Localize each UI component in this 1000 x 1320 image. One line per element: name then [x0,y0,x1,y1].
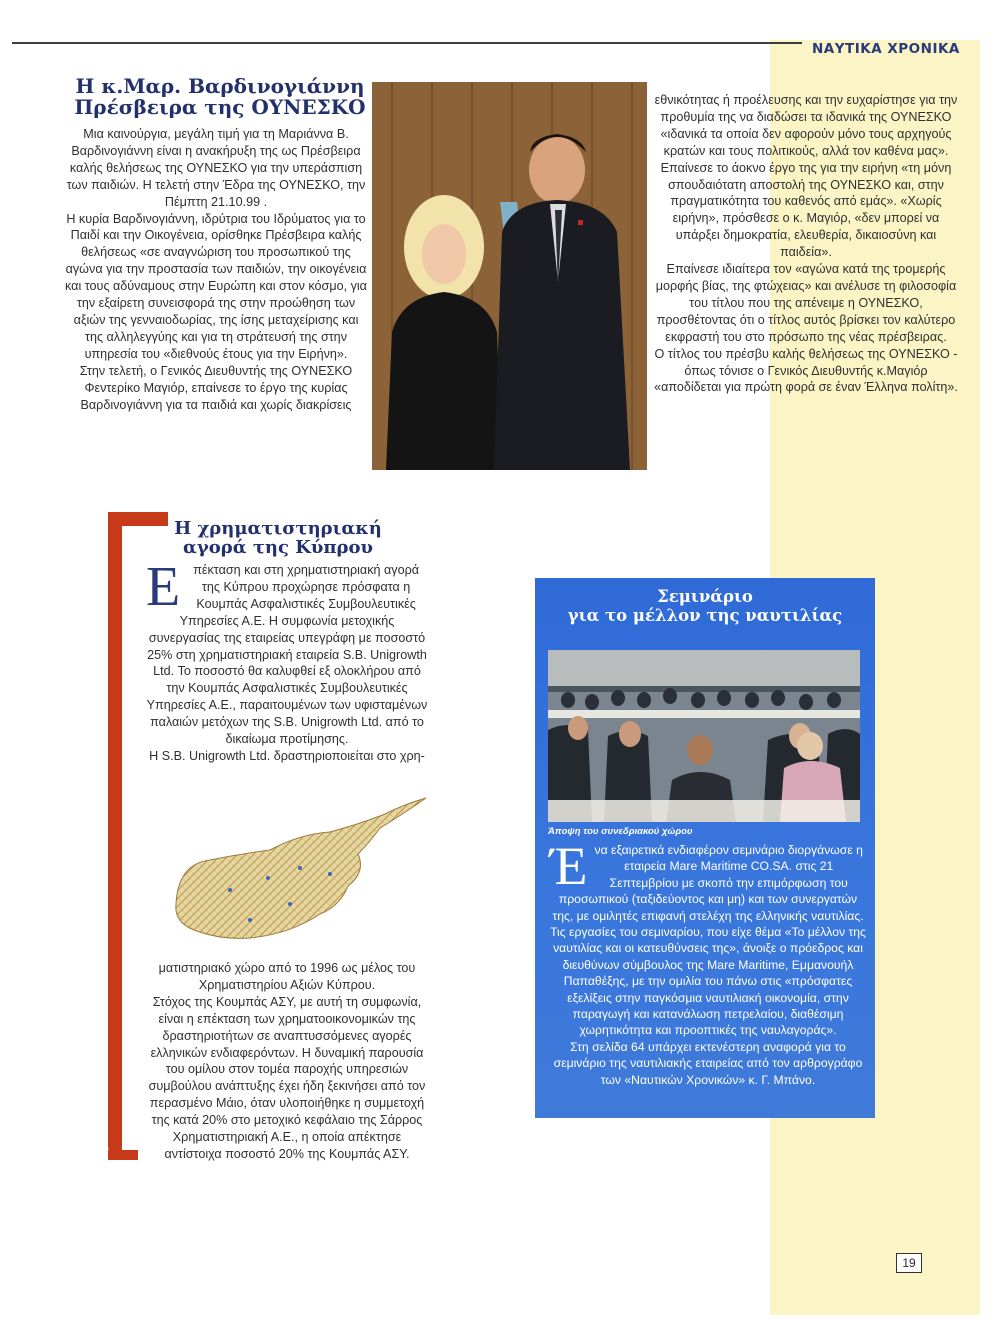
cyprus-map-illustration [170,794,432,946]
article2-paragraph: Στόχος της Κουμπάς ΑΣΥ, με αυτή τη συμφωνία, είναι η επέκταση των χρηματοοικονομικών της δραστηριοτήτων σε αναπτυσσόμενες αγορές ελληνικών ενδιαφερόντων. Η δυναμική παρουσία του ομίλου στον τομέα παροχής υπηρεσιών συμβούλου ανάπτυξης έχει ήδη ξεκινήσει από τον περασμένο Μάιο, όταν υλοποιήθηκε η συμμετοχή της κατά 20% στο μετοχικό κεφάλαιο της Σάρρος Χρηματιστηριακή Α.Ε., η οποία απέκτησε αντίστοιχα ποσοστό 20% της Κουμπάς ΑΣΥ. [148,994,426,1161]
article1-column1 [64,126,368,413]
article3-paragraph: Τις εργασίες του σεμιναρίου, που είχε θέμα «Το μέλλον της ναυτιλίας και οι κατευθύνσεις της», άνοιξε ο πρόεδρος και διευθύνων σύμβουλος της Mare Maritime, Εμμανουήλ Παπαθέξης, με την ομιλία του πάνω στις «πρόσφατες εξελίξεις στην παγκόσμια ναυτιλιακή οικονομία, στην παραγωγή και κατανάλωση πετρελαίου, διαθέσιμη χωρητικότητα και προοπτικές της ναυλαγοράς». [550,925,866,1038]
page-number: 19 [896,1253,922,1273]
seminar-photo-illustration [548,650,860,822]
article2-paragraph: Η S.B. Unigrowth Ltd. δραστηριοποιείται στο χρη- [149,748,425,763]
cyprus-map [170,794,432,946]
article1-paragraph: Η κυρία Βαρδινογιάννη, ιδρύτρια του Ιδρύματος για το Παιδί και την Οικογένεια, ορίσθηκε Πρέσβειρα καλής θελήσεως «σε αναγνώριση του προσωπικού της αγώνα για την προστασία των παιδιών, την οικογένεια και τους αδύναμους στην Ευρώπη και στον κόσμο, για την εξαίρετη συνεισφορά της στην προώθηση των αξιών της γενναιοδωρίας, της ίσης μεταχείρισης και της αλληλεγγύης και για τη στράτευσή της στην υπηρεσία του «διεθνούς έτους για την Ειρήνη». [65,211,367,361]
article2-column [146,556,428,765]
seminar-photo-caption: Άποψη του συνεδριακού χώρου [548,826,693,837]
article1-title-line1: Η κ.Μαρ. Βαρδινογιάννη [75,74,365,98]
article2-column-continued [146,960,428,1163]
article1-title [70,76,370,118]
article1-paragraph: Στην τελετή, ο Γενικός Διευθυντής της ΟΥΝΕΣΚΟ Φεντερίκο Μαγιόρ, επαίνεσε το έργο της κυρίας Βαρδινογιάννη για τα παιδιά και χωρίς διακρίσεις [79,363,353,412]
article1-column3 [650,92,962,396]
article1-paragraph: εθνικότητας ή προέλευσης και την ευχαρίστησε για την προθυμία της να διαδώσει τα ιδανικά της ΟΥΝΕΣΚΟ «ιδανικά τα οποία δεν αφορούν μόνο τους αρχηγούς κρατών και τους πολιτικούς, αλλά τον καθένα μας». Επαίνεσε το άοκνο έργο της για την ειρήνη «τη μόνη σπουδαιότατη αποστολή της ΟΥΝΕΣΚΟ και, στην πραγματικότητα του καθενός από εμάς». «Χωρίς ειρήνη», πρόσθεσε ο κ. Μαγιόρ, «δεν μπορεί να υπάρξει δημοκρατία, ελευθερία, δικαιοσύνη και παιδεία». [654,93,958,260]
article3-paragraph: να εξαιρετικά ενδιαφέρον σεμινάριο διοργάνωσε η εταιρεία Mare Maritime CO.SA. στις 21 Σεπτεμβρίου με σκοπό την επιμόρφωση του προσωπικού (ταξιδεύοντος και μη) και των συνεργατών της, με ομιλητές επιφανή στελέχη της ελληνικής ναυτιλίας. [552,843,864,923]
article2-title [128,520,428,558]
ceremony-photo [372,82,647,470]
article3-title-line2: για το μέλλον της ναυτιλίας [567,605,843,625]
seminar-photo [548,650,860,822]
article2-paragraph: πέκταση και στη χρηματιστηριακή αγορά της Κύπρου προχώρησε πρόσφατα η Κουμπάς Ασφαλιστικές Συμβουλευτικές Υπηρεσίες Α.Ε. Η συμφωνία μετοχικής συνεργασίας της εταιρείας υπεγράφη με ποσοστό 25% στη χρηματιστηριακή εταιρεία S.B. Unigrowth Ltd. Το ποσοστό θα καλυφθεί εξ ολοκλήρου από την Κουμπάς Ασφαλιστικές Συμβουλευτικές Υπηρεσίες Α.Ε., παραιτουμένων των υφισταμένων παλαιών μετόχων της S.B. Unigrowth Ltd. από το δικαίωμα προτίμησης. [146,563,428,747]
magazine-title: ΝΑΥΤΙΚΑ ΧΡΟΝΙΚΑ [812,41,960,57]
article2-title-line1: Η χρηματιστηριακή [174,518,382,539]
ceremony-photo-illustration [372,82,647,470]
red-frame-bottom [108,1150,138,1160]
article2-dropcap: Ε [146,556,181,618]
red-frame-left [108,512,122,1160]
article3-text [550,836,866,1088]
article1-title-line2: Πρέσβειρα της ΟΥΝΕΣΚΟ [74,95,366,119]
article3-title-line1: Σεμινάριο [657,587,753,606]
article3-paragraph: Στη σελίδα 64 υπάρχει εκτενέστερη αναφορά για το σεμινάριο της ναυτιλιακής εταιρείας από τον αρθρογράφο των «Ναυτικών Χρονικών» κ. Γ. Μπάνο. [553,1039,863,1087]
article1-paragraph: Ο τίτλος του πρέσβυ καλής θελήσεως της ΟΥΝΕΣΚΟ - όπως τόνισε ο Γενικός Διευθυντής κ.Μαγιόρ «αποδίδεται για πρώτη φορά σε έναν Έλληνα πολίτη». [654,346,958,395]
article3-dropcap: Έ [550,836,588,896]
header-rule [12,42,802,44]
article3-title [540,588,870,626]
article2-title-line2: αγορά της Κύπρου [182,536,374,558]
article1-paragraph: Επαίνεσε ιδιαίτερα τον «αγώνα κατά της τρομερής μορφής βίας, της φτώχειας» και ανέλυσε τη φιλοσοφία του τίτλου που της απένειμε η ΟΥΝΕΣΚΟ, προσθέτοντας ότι ο τίτλος αυτός βρίσκει τον καλύτερο εκφραστή του στο πρόσωπο της νέας πρέσβειρας. [655,262,957,344]
article1-paragraph: Μια καινούργια, μεγάλη τιμή για τη Μαριάννα Β. Βαρδινογιάννη είναι η ανακήρυξη της ως Πρέσβειρα καλής θελήσεως της ΟΥΝΕΣΚΟ για την υπεράσπιση των παιδιών. Η τελετή στην Έδρα της ΟΥΝΕΣΚΟ, την Πέμπτη 21.10.99 . [66,127,366,209]
article2-paragraph: ματιστηριακό χώρο από το 1996 ως μέλος του Χρηματιστηρίου Αξιών Κύπρου. [158,961,416,992]
